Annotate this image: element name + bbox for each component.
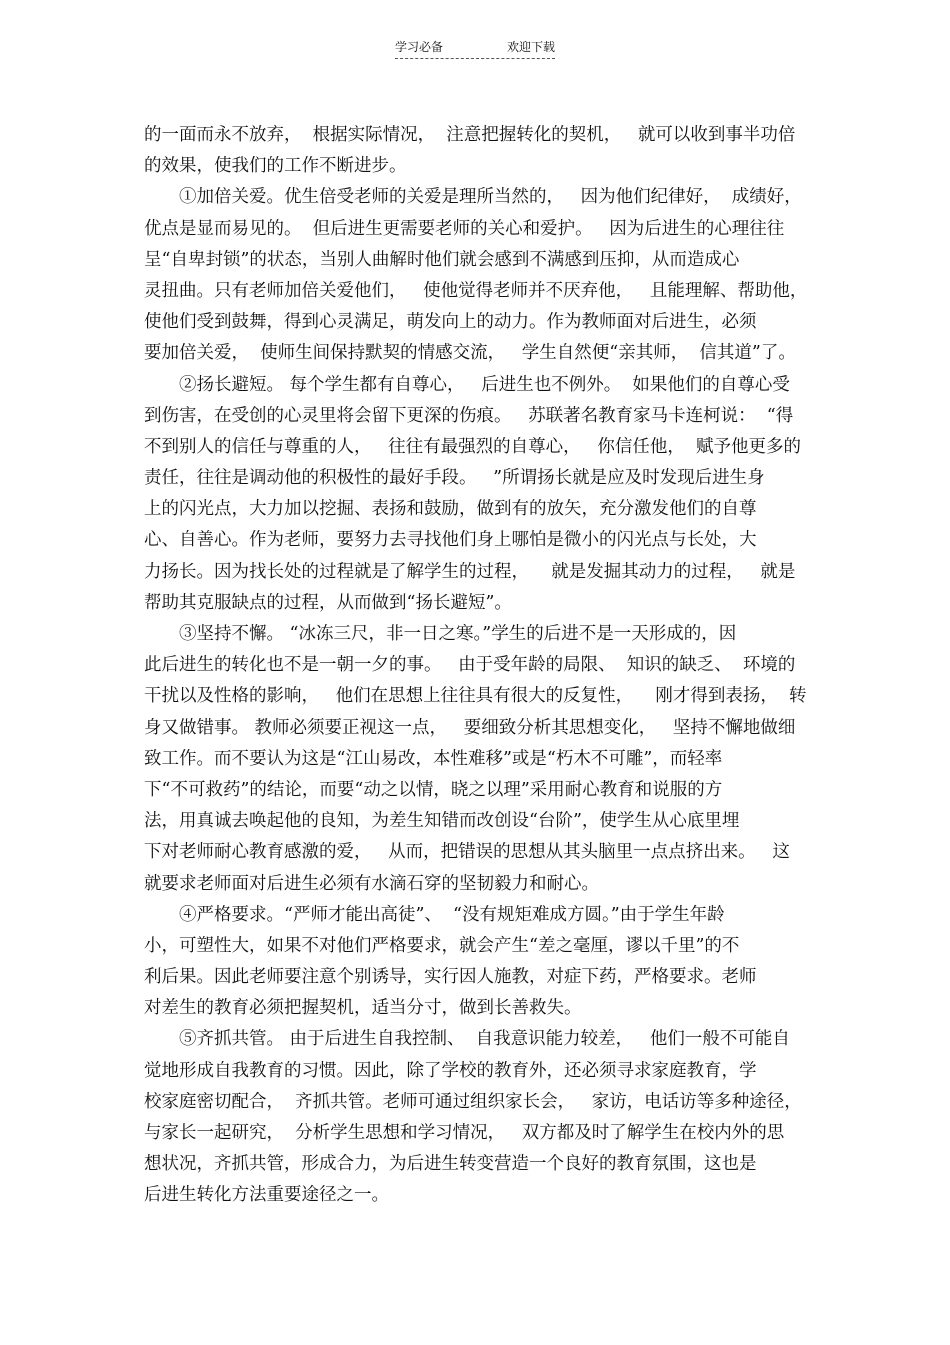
page-header: [395, 40, 555, 59]
text-line: 校家庭密切配合， 齐抓共管。老师可通过组织家长会， 家访，电话访等多种途径，: [144, 1091, 802, 1112]
text-line: 干扰以及性格的影响， 他们在思想上往往具有很大的反复性， 刚才得到表扬， 转: [144, 686, 807, 707]
text-line: 后进生转化方法重要途径之一。: [144, 1185, 389, 1206]
paragraph-first-line: ③坚持不懈。 “冰冻三尺，非一日之寒。”学生的后进不是一天形成的，因: [179, 624, 737, 644]
text-line: 觉地形成自我教育的习惯。因此，除了学校的教育外，还必须寻求家庭教育，学: [144, 1060, 757, 1081]
text-line: 责任，往往是调动他的积极性的最好手段。 ”所谓扬长就是应及时发现后进生身: [144, 468, 765, 489]
text-line: 优点是显而易见的。 但后进生更需要老师的关心和爱护。 因为后进生的心理往往: [144, 218, 785, 239]
paragraph-first-line: ②扬长避短。 每个学生都有自尊心， 后进生也不例外。 如果他们的自尊心受: [179, 374, 790, 395]
text-line: 不到别人的信任与尊重的人， 往往有最强烈的自尊心， 你信任他， 赋予他更多的: [144, 436, 801, 457]
text-line: 灵扭曲。只有老师加倍关爱他们， 使他觉得老师并不厌弃他， 且能理解、帮助他，: [144, 280, 808, 301]
paragraph-first-line: ①加倍关爱。优生倍受老师的关爱是理所当然的， 因为他们纪律好， 成绩好，: [179, 187, 802, 208]
text-line: 利后果。因此老师要注意个别诱导，实行因人施教，对症下药，严格要求。老师: [144, 967, 757, 988]
text-line: 的效果，使我们的工作不断进步。: [144, 156, 407, 177]
text-line: 想状况，齐抓共管，形成合力，为后进生转变营造一个良好的教育氛围，这也是: [144, 1154, 757, 1175]
text-line: 下对老师耐心教育感激的爱， 从而，把错误的思想从其头脑里一点点挤出来。 这: [144, 842, 790, 863]
document-body: [144, 120, 814, 1212]
text-line: 法，用真诚去唤起他的良知，为差生知错而改创设“台阶”，使学生从心底里埋: [144, 811, 740, 832]
text-line: 就要求老师面对后进生必须有水滴石穿的坚韧毅力和耐心。: [144, 873, 599, 894]
text-line: 对差生的教育必须把握契机，适当分寸，做到长善救失。: [144, 998, 582, 1019]
header-right-text: 欢迎下载: [506, 40, 555, 54]
text-line: 心、自善心。作为老师，要努力去寻找他们身上哪怕是微小的闪光点与长处，大: [144, 530, 757, 551]
text-line: 要加倍关爱， 使师生间保持默契的情感交流， 学生自然便“亲其师， 信其道”了。: [144, 343, 796, 364]
text-line: 帮助其克服缺点的过程，从而做到“扬长避短”。: [144, 592, 512, 613]
text-line: 呈“自卑封锁”的状态，当别人曲解时他们就会感到不满感到压抑，从而造成心: [144, 249, 740, 270]
text-line: 此后进生的转化也不是一朝一夕的事。 由于受年龄的局限、 知识的缺乏、 环境的: [144, 655, 796, 676]
text-line: 致工作。而不要认为这是“江山易改，本性难移”或是“朽木不可雕”，而轻率: [144, 748, 723, 769]
text-line: 小，可塑性大，如果不对他们严格要求，就会产生“差之毫厘，谬以千里”的不: [144, 935, 740, 956]
paragraph-first-line: ⑤齐抓共管。 由于后进生自我控制、 自我意识能力较差， 他们一般不可能自: [179, 1029, 790, 1050]
header-left-text: 学习必备: [395, 40, 444, 54]
text-line: 与家长一起研究， 分析学生思想和学习情况， 双方都及时了解学生在校内外的思: [144, 1123, 785, 1143]
text-line: 身又做错事。 教师必须要正视这一点， 要细致分析其思想变化， 坚持不懈地做细: [144, 717, 796, 738]
text-line: 上的闪光点，大力加以挖掘、表扬和鼓励，做到有的放矢，充分激发他们的自尊: [144, 499, 757, 520]
text-line: 到伤害，在受创的心灵里将会留下更深的伤痕。 苏联著名教育家马卡连柯说： “得: [144, 405, 794, 426]
text-line: 使他们受到鼓舞，得到心灵满足，萌发向上的动力。作为教师面对后进生，必须: [144, 312, 757, 333]
text-line: 下“不可救药”的结论，而要“动之以情，晓之以理”采用耐心教育和说服的方: [144, 779, 723, 800]
text-line: 力扬长。因为找长处的过程就是了解学生的过程， 就是发掘其动力的过程， 就是: [144, 561, 796, 582]
paragraph-first-line: ④严格要求。“严师才能出高徒”、 “没有规矩难成方圆。”由于学生年龄: [179, 904, 725, 925]
text-line: 的一面而永不放弃， 根据实际情况， 注意把握转化的契机， 就可以收到事半功倍: [144, 125, 796, 145]
